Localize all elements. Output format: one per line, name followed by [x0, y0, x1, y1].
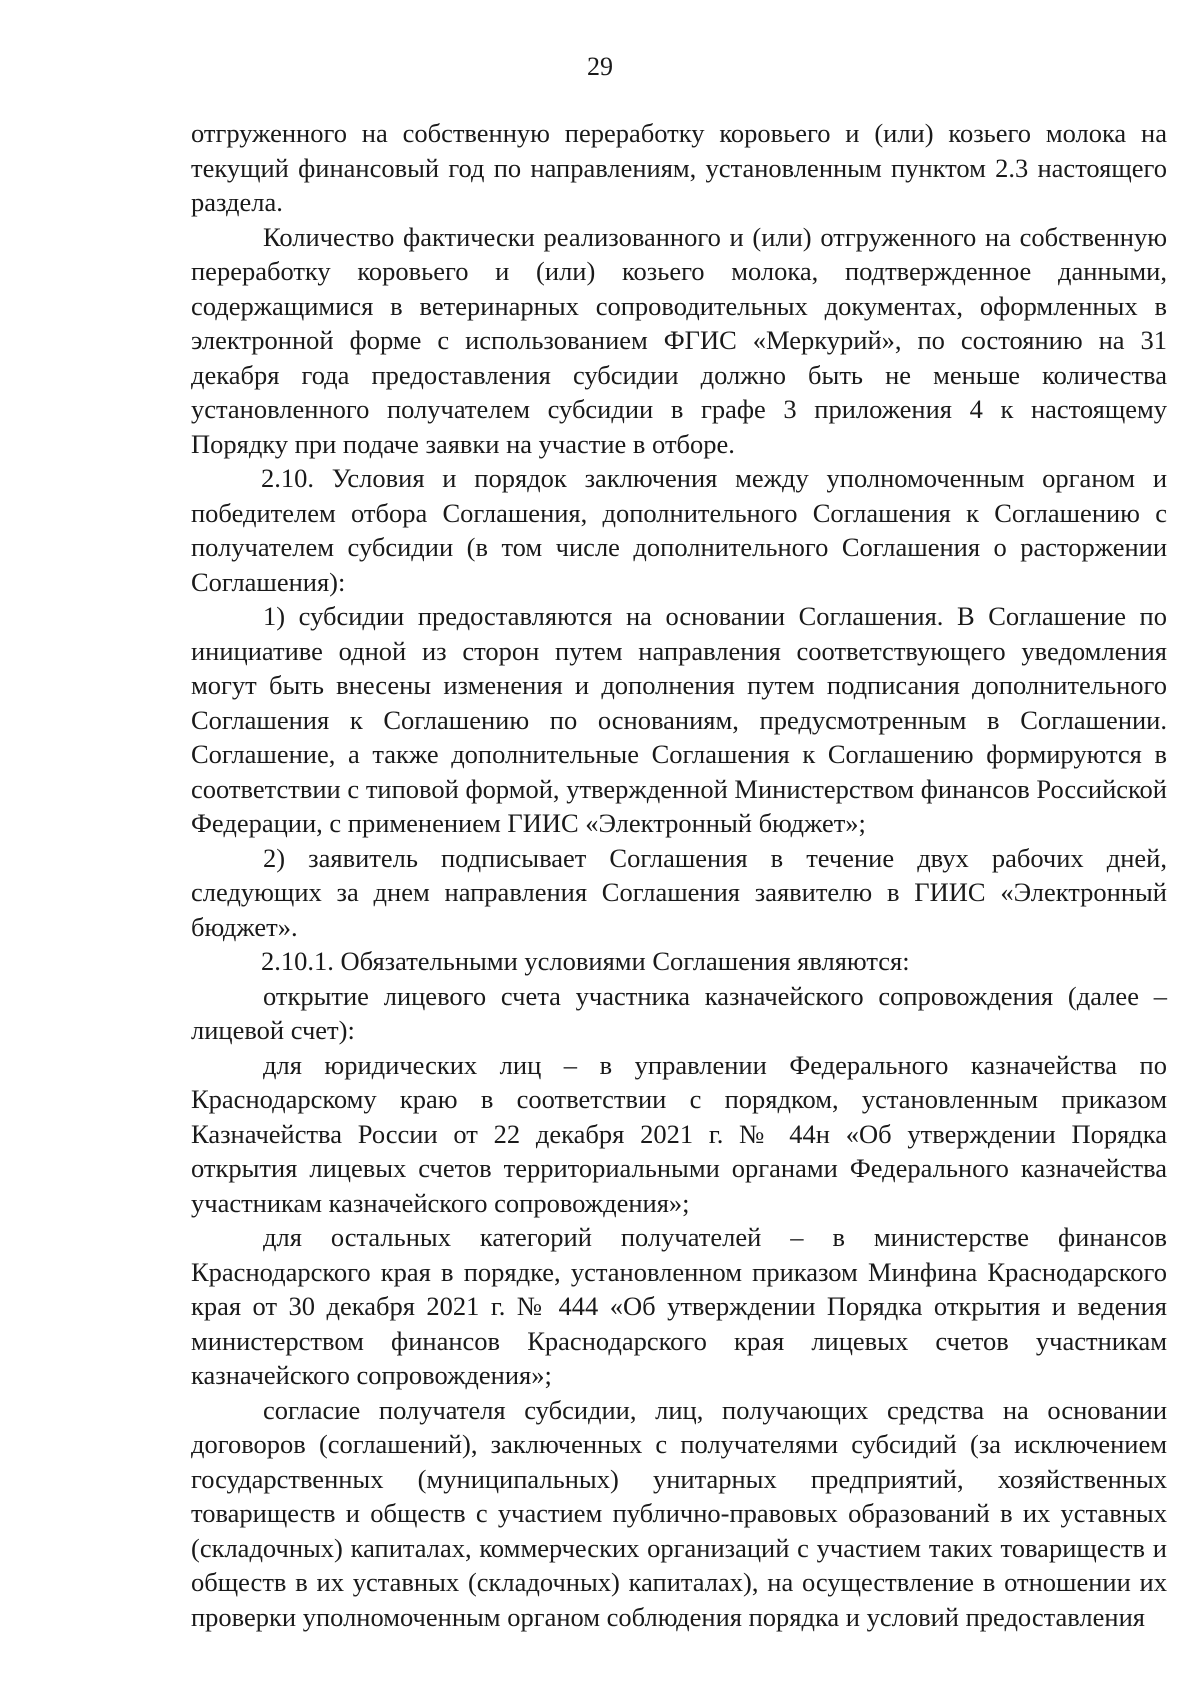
- page-number: 29: [587, 52, 613, 81]
- paragraph-milk-quantity: Количество фактически реализованного и (или) отгруженного на собственную переработку коровьего и (или) козьего молока, подтвержденное данными, содержащимися в ветеринарных сопроводительных документах, оформленных в электронной форме с использованием ФГИС «Меркурий», по состоянию на 31 декабря года предоставления субсидии должно быть не меньше количества установленного получателем субсидии в графе 3 приложения 4 к настоящему Порядку при подаче заявки на участие в отборе.: [191, 221, 1167, 459]
- paragraph-item-2: 2) заявитель подписывает Соглашения в течение двух рабочих дней, следующих за днем направления Соглашения заявителю в ГИИС «Электронный бюджет».: [191, 842, 1167, 942]
- paragraph-section-2-10: 2.10. Условия и порядок заключения между уполномоченным органом и победителем отбора Соглашения, дополнительного Соглашения к Соглашению с получателем субсидии (в том числе дополнительного Соглашения о расторжении Соглашения):: [191, 463, 1167, 597]
- paragraph-legal-entities: для юридических лиц – в управлении Федерального казначейства по Краснодарскому краю в соответствии с порядком, установленным приказом Казначейства России от 22 декабря 2021 г. № 44н «Об утверждении Порядка открытия лицевых счетов территориальными органами Федерального казначейства участникам казначейского сопровождения»;: [191, 1049, 1167, 1218]
- paragraph-continuation: отгруженного на собственную переработку коровьего и (или) козьего молока на текущий финансовый год по направлениям, установленным пунктом 2.3 настоящего раздела.: [191, 118, 1167, 217]
- paragraph-recipient-consent: согласие получателя субсидии, лиц, получающих средства на основании договоров (соглашений), заключенных с получателями субсидий (за исключением государственных (муниципальных) унитарных предприятий, хозяйственных товариществ и обществ с участием публично-правовых образований в их уставных (складочных) капиталах, коммерческих организаций с участием таких товариществ и обществ в их уставных (складочных) капиталах), на осуществление в отношении их проверки уполномоченным органом соблюдения порядка и условий предоставления: [191, 1394, 1167, 1632]
- paragraph-section-2-10-1: 2.10.1. Обязательными условиями Соглашения являются:: [261, 946, 910, 976]
- paragraph-account-opening: открытие лицевого счета участника казначейского сопровождения (далее – лицевой счет):: [191, 980, 1167, 1045]
- paragraph-other-recipients: для остальных категорий получателей – в министерстве финансов Краснодарского края в порядке, установленном приказом Минфина Краснодарского края от 30 декабря 2021 г. № 444 «Об утверждении Порядка открытия и ведения министерством финансов Краснодарского края лицевых счетов участникам казначейского сопровождения»;: [191, 1222, 1167, 1390]
- document-body: [191, 116, 1167, 1634]
- paragraph-item-1: 1) субсидии предоставляются на основании Соглашения. В Соглашение по инициативе одной из сторон путем направления соответствующего уведомления могут быть внесены изменения и дополнения путем подписания дополнительного Соглашения к Соглашению по основаниям, предусмотренным в Соглашении. Соглашение, а также дополнительные Соглашения к Соглашению формируются в соответствии с типовой формой, утвержденной Министерством финансов Российской Федерации, с применением ГИИС «Электронный бюджет»;: [191, 601, 1167, 838]
